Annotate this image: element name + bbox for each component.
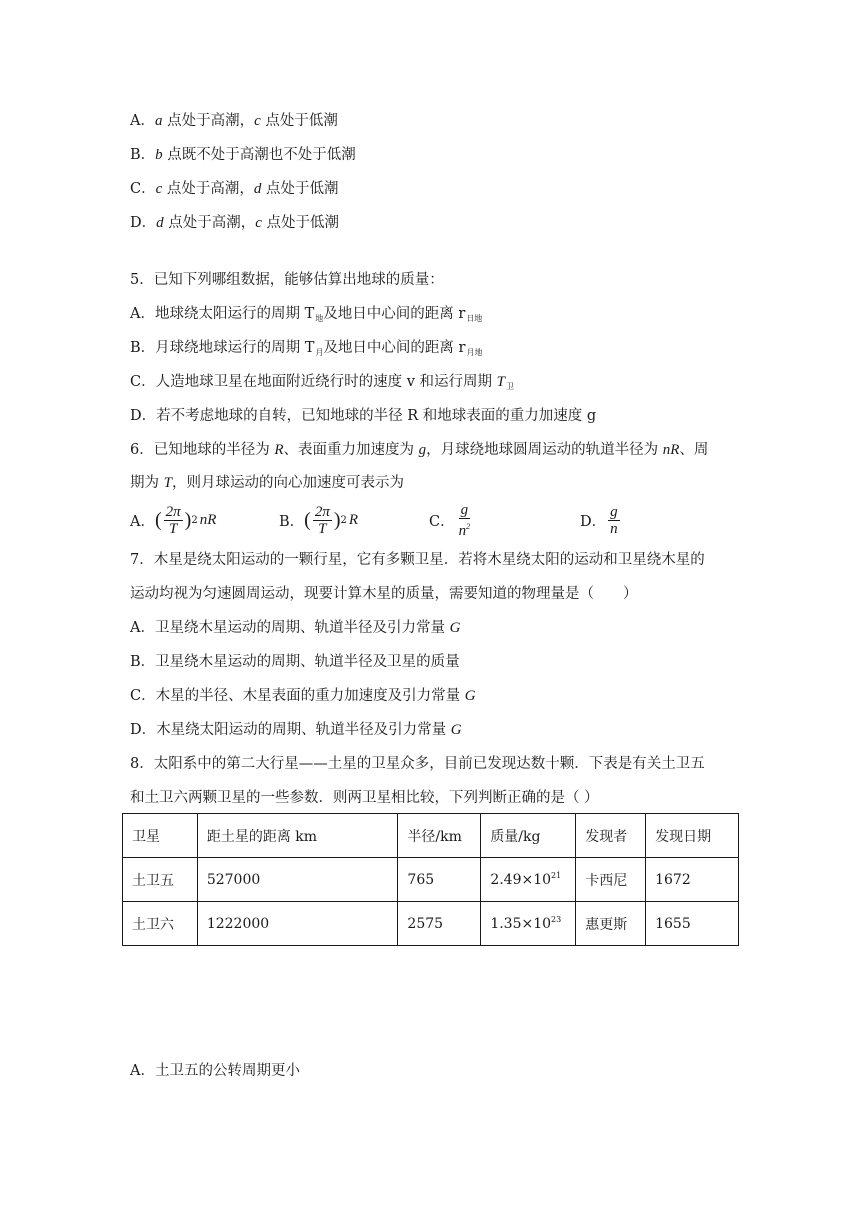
mass-base: 2.49×10 [490,872,552,888]
q6-option-d [580,500,622,540]
q4-option-c [130,179,339,199]
fraction [313,504,332,537]
q6-option-a [130,500,216,540]
option-label: B． [130,147,156,163]
q5-option-b [130,338,482,363]
header-cell: 卫星 [123,814,198,858]
satellite-name: 土卫六 [123,902,198,946]
option-text: B．月球绕地球运行的周期 T [130,340,315,356]
q6-option-c [429,500,474,540]
point-var: c [255,215,262,231]
point-var: a [154,113,163,129]
open-paren: ( [154,508,162,531]
table-header-row [123,814,739,858]
option-text: A．地球绕太阳运行的周期 T [130,306,315,322]
satellite-name: 土卫五 [123,858,198,902]
radius-cell: 2575 [398,902,481,946]
option-text: 及地日中心间的距离 r [323,306,466,322]
option-label: C． [130,181,156,197]
q7-option-d [130,720,462,740]
discoverer-cell: 惠更斯 [576,902,646,946]
stem-text: 、周 [679,442,709,458]
exponent: 2 [340,514,347,526]
option-text: 点处于高潮， [162,181,254,197]
option-label: A． [130,113,155,129]
date-cell: 1672 [646,858,739,902]
stem-text: ，则月球运动的向心加速度可表示为 [171,475,404,491]
fraction [164,504,183,537]
point-var: c [254,113,261,129]
fraction [608,504,620,537]
discoverer-cell: 卡西尼 [576,858,646,902]
mass-cell [481,858,576,902]
option-label: A． [130,513,155,530]
option-text: 及地日中心间的距离 r [323,340,466,356]
q4-option-d [130,213,339,233]
denominator: n [458,522,467,539]
q5-stem: 5．已知下列哪组数据，能够估算出地球的质量： [130,272,444,288]
numerator: 2π [165,503,181,520]
subscript: 地 [315,314,324,323]
header-cell: 发现者 [576,814,646,858]
option-text: A．卫星绕木星运动的周期、轨道半径及引力常量 [130,620,450,636]
distance-cell: 1222000 [197,902,398,946]
header-cell: 发现日期 [646,814,739,858]
q8-stem-line1: 8．太阳系中的第二大行星——土星的卫星众多，目前已发现达数十颗．下表是有关土卫五 [130,756,705,772]
option-label: D． [580,513,607,530]
numerator: g [460,501,469,518]
orbit-var: nR [662,442,680,458]
expression-tail: R [348,511,359,528]
mass-exponent: 23 [551,915,562,924]
point-var: b [155,147,163,163]
q8-option-a: A．土卫五的公转周期更小 [130,1063,300,1079]
option-text: 点处于低潮 [260,113,338,129]
q7-option-a [130,618,460,638]
q6-stem-line2 [130,473,404,493]
numerator: 2π [314,503,330,520]
subscript: 月地 [466,348,483,357]
subscript: 卫 [505,382,514,391]
fraction [457,502,473,539]
q4-option-a [130,111,338,131]
mass-base: 1.35×10 [490,916,552,932]
q5-option-d: D．若不考虑地球的自转，已知地球的半径 R 和地球表面的重力加速度 g [130,408,597,424]
date-cell: 1655 [646,902,739,946]
option-text: C．木星的半径、木星表面的重力加速度及引力常量 [130,688,465,704]
q5-option-a [130,304,482,329]
close-paren: ) [333,508,341,531]
q7-option-c [130,686,476,706]
mass-exponent: 21 [551,871,562,880]
radius-var: R [274,442,284,458]
period-var: T [163,475,172,491]
point-var: d [253,181,262,197]
option-label: D． [130,215,157,231]
q8-stem-line2: 和土卫六两颗卫星的一些参数．则两卫星相比较，下列判断正确的是（ ） [130,790,599,806]
q6-option-b [279,500,358,540]
gravity-constant: G [464,688,476,704]
table-row [123,858,739,902]
satellite-table [122,813,739,946]
period-var: T [496,374,505,390]
header-cell: 半径/km [398,814,481,858]
q7-stem-line2: 运动均视为匀速圆周运动，现要计算木星的质量，需要知道的物理量是（ ） [130,586,638,602]
subscript: 日地 [466,314,483,323]
option-text: 点处于高潮， [163,215,256,231]
option-text: 点处于高潮， [162,113,255,129]
q4-option-b [130,145,356,165]
table-row [123,902,739,946]
close-paren: ) [184,508,192,531]
denominator: T [168,520,178,537]
exponent: 2 [191,514,198,526]
expression-tail: nR [199,511,217,528]
denominator: n [610,520,618,537]
option-text: 点处于低潮 [261,181,339,197]
header-cell: 质量/kg [481,814,576,858]
subscript: 月 [315,348,324,357]
q7-stem-line1: 7．木星是绕太阳运动的一颗行星，它有多颗卫星．若将木星绕太阳的运动和卫星绕木星的 [130,552,705,568]
q6-stem-line1 [130,440,708,460]
option-text: 点既不处于高潮也不处于低潮 [162,147,356,163]
mass-cell [481,902,576,946]
option-label: B． [279,513,305,530]
q5-option-c [130,372,514,397]
option-label: C． [429,513,455,530]
option-text: 点处于低潮 [261,215,340,231]
gravity-constant: G [449,620,461,636]
option-text: D．木星绕太阳运动的周期、轨道半径及引力常量 [130,722,451,738]
header-cell: 距土星的距离 km [197,814,398,858]
gravity-var: g [418,442,427,458]
numerator: g [610,503,618,520]
denominator: T [318,520,327,537]
option-text: C．人造地球卫星在地面附近绕行时的速度 v 和运行周期 [130,374,497,390]
gravity-constant: G [450,722,462,738]
stem-text: ，月球绕地球圆周运动的轨道半径为 [426,442,663,458]
distance-cell: 527000 [197,858,398,902]
q7-option-b: B．卫星绕木星运动的周期、轨道半径及卫星的质量 [130,654,460,670]
stem-text: 期为 [130,475,164,491]
stem-text: 6．已知地球的半径为 [130,442,275,458]
stem-text: 、表面重力加速度为 [283,442,419,458]
exponent: 2 [466,521,471,531]
point-var: d [156,215,164,231]
point-var: c [155,181,163,197]
open-paren: ( [304,508,311,531]
radius-cell: 765 [398,858,481,902]
